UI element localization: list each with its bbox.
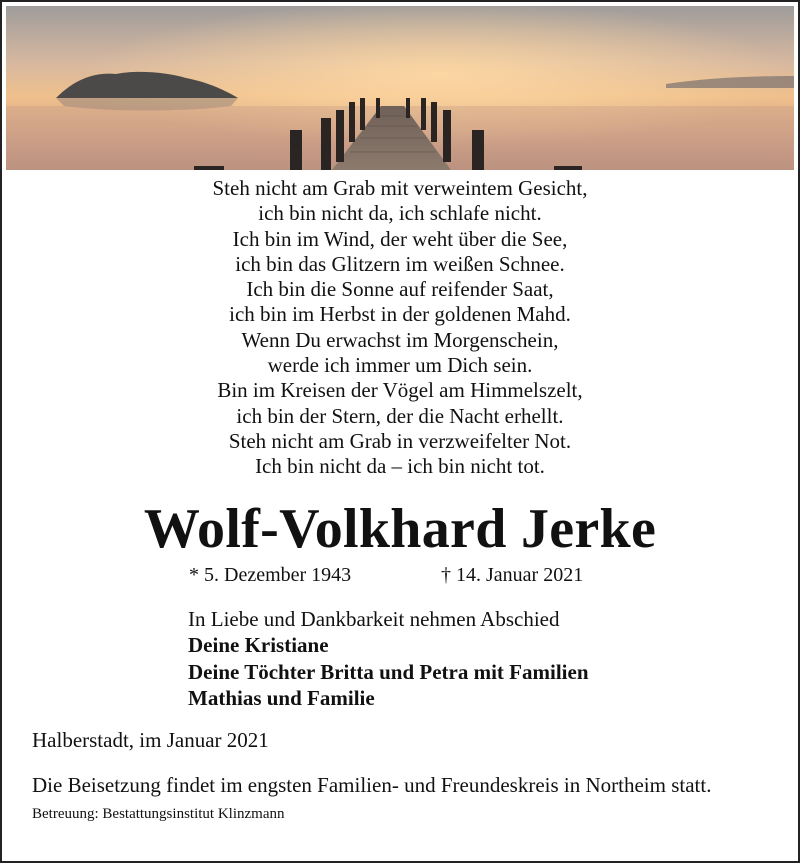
poem-line: Ich bin die Sonne auf reifender Saat, bbox=[246, 277, 554, 302]
poem-line: Wenn Du erwachst im Morgenschein, bbox=[241, 327, 559, 352]
poem-line: ich bin im Herbst in der goldenen Mahd. bbox=[229, 302, 571, 327]
burial-note: Die Beisetzung findet im engsten Familien- und Freundeskreis in Northeim statt. bbox=[32, 773, 712, 797]
poem-line: ich bin nicht da, ich schlafe nicht. bbox=[258, 201, 542, 226]
poem-line: Bin im Kreisen der Vögel am Himmelszelt, bbox=[217, 378, 583, 403]
poem-line: werde ich immer um Dich sein. bbox=[267, 353, 533, 378]
birth-date: * 5. Dezember 1943 bbox=[189, 564, 352, 586]
funeral-home-note: Betreuung: Bestattungsinstitut Klinzmann bbox=[32, 806, 285, 822]
deceased-name: Wolf-Volkhard Jerke bbox=[143, 498, 657, 560]
mourner-name: Deine Töchter Britta und Petra mit Familien bbox=[188, 659, 589, 684]
mourner-name: Deine Kristiane bbox=[188, 633, 329, 658]
mourners-block bbox=[188, 606, 589, 712]
poem-line: ich bin der Stern, der die Nacht erhellt. bbox=[236, 403, 564, 428]
jetty-photo bbox=[6, 6, 794, 170]
poem-line: Steh nicht am Grab mit verweintem Gesicht, bbox=[212, 176, 588, 200]
farewell-intro: In Liebe und Dankbarkeit nehmen Abschied bbox=[188, 607, 560, 631]
poem-line: Ich bin im Wind, der weht über die See, bbox=[232, 226, 568, 251]
poem-line: Ich bin nicht da – ich bin nicht tot. bbox=[255, 454, 545, 479]
jetty-image bbox=[6, 6, 794, 170]
place-date: Halberstadt, im Januar 2021 bbox=[32, 728, 269, 752]
poem-line: ich bin das Glitzern im weißen Schnee. bbox=[235, 251, 565, 276]
poem bbox=[0, 176, 800, 480]
poem-line: Steh nicht am Grab in verzweifelter Not. bbox=[228, 428, 572, 453]
death-date: † 14. Januar 2021 bbox=[441, 564, 584, 586]
mourner-name: Mathias und Familie bbox=[188, 686, 375, 711]
